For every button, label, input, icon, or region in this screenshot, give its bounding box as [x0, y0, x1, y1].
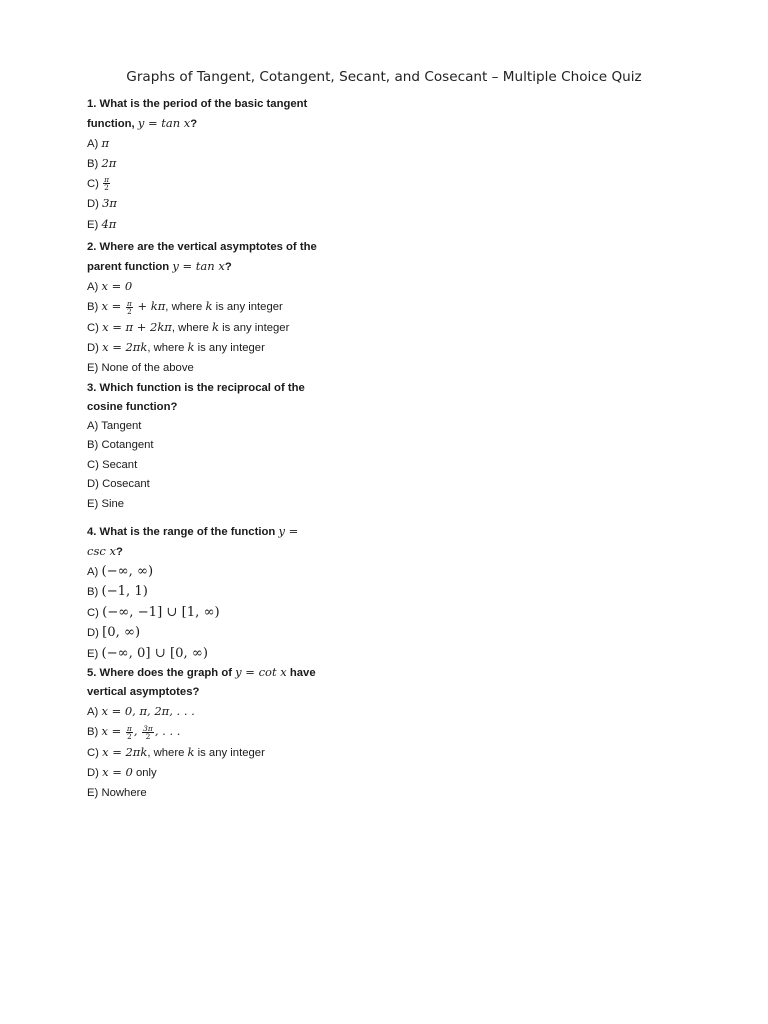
- answer-option-c[interactable]: C) Secant: [87, 458, 138, 471]
- question-text: 4. What is the range of the function y =: [87, 524, 299, 538]
- answer-option-d[interactable]: D) x = 0 only: [87, 765, 157, 780]
- question-text: csc x?: [87, 544, 123, 558]
- answer-option-b[interactable]: B) Cotangent: [87, 439, 154, 452]
- answer-option-b[interactable]: B) x = $\frac{\pi}{2}$ , $\frac{3\pi}{2}$ , . . .: [87, 723, 181, 741]
- answer-option-e[interactable]: E) 4π: [87, 216, 117, 231]
- answer-option-a[interactable]: A) x = 0, π, 2π, . . .: [87, 704, 195, 718]
- answer-option-c[interactable]: C) (−∞, −1] ∪ [1, ∞): [87, 604, 220, 620]
- answer-option-e[interactable]: E) Nowhere: [87, 786, 147, 799]
- question-text: 5. Where does the graph of y = cot x have: [87, 665, 316, 679]
- answer-option-c[interactable]: C) x = π + 2kπ, where k is any integer: [87, 319, 290, 334]
- question-2: [87, 238, 387, 378]
- answer-option-d[interactable]: D) Cosecant: [87, 478, 150, 491]
- question-text: function, y = tan x?: [87, 116, 198, 130]
- answer-option-e[interactable]: E) (−∞, 0] ∪ [0, ∞): [87, 645, 209, 661]
- page-title: Graphs of Tangent, Cotangent, Secant, and Cosecant – Multiple Choice Quiz: [126, 69, 642, 85]
- fraction: $\frac{\pi}{2}$: [126, 723, 132, 741]
- fraction: $\frac{\pi}{2}$: [126, 298, 132, 316]
- answer-option-d[interactable]: D) x = 2πk, where k is any integer: [87, 340, 265, 355]
- answer-option-a[interactable]: A) x = 0: [87, 279, 133, 293]
- answer-option-a[interactable]: A) π: [87, 136, 109, 150]
- question-text: 1. What is the period of the basic tangent: [87, 98, 308, 110]
- answer-option-a[interactable]: A) Tangent: [87, 420, 142, 432]
- answer-option-c[interactable]: C) $\frac{\pi}{2}$: [87, 175, 109, 193]
- question-text: parent function y = tan x?: [87, 259, 232, 273]
- question-text: cosine function?: [87, 401, 178, 413]
- question-text: 2. Where are the vertical asymptotes of the: [87, 241, 317, 253]
- answer-option-b[interactable]: B) (−1, 1): [87, 584, 148, 600]
- question-3: [87, 379, 387, 514]
- fraction: $\frac{3\pi}{2}$: [143, 723, 153, 741]
- answer-option-d[interactable]: D) [0, ∞): [87, 625, 141, 641]
- answer-option-c[interactable]: C) x = 2πk, where k is any integer: [87, 744, 265, 759]
- answer-option-b[interactable]: B) 2π: [87, 156, 117, 171]
- question-text: 3. Which function is the reciprocal of the: [87, 382, 305, 394]
- question-4: [87, 522, 387, 664]
- fraction: $\frac{\pi}{2}$: [104, 175, 109, 193]
- question-text: vertical asymptotes?: [87, 686, 200, 698]
- answer-option-b[interactable]: B) x = $\frac{\pi}{2}$ + kπ, where k is any integer: [87, 298, 283, 316]
- question-5: [87, 663, 387, 803]
- answer-option-e[interactable]: E) None of the above: [87, 361, 194, 374]
- answer-option-a[interactable]: A) (−∞, ∞): [87, 564, 154, 579]
- question-1: [87, 95, 387, 235]
- answer-option-e[interactable]: E) Sine: [87, 497, 125, 510]
- answer-option-d[interactable]: D) 3π: [87, 196, 117, 211]
